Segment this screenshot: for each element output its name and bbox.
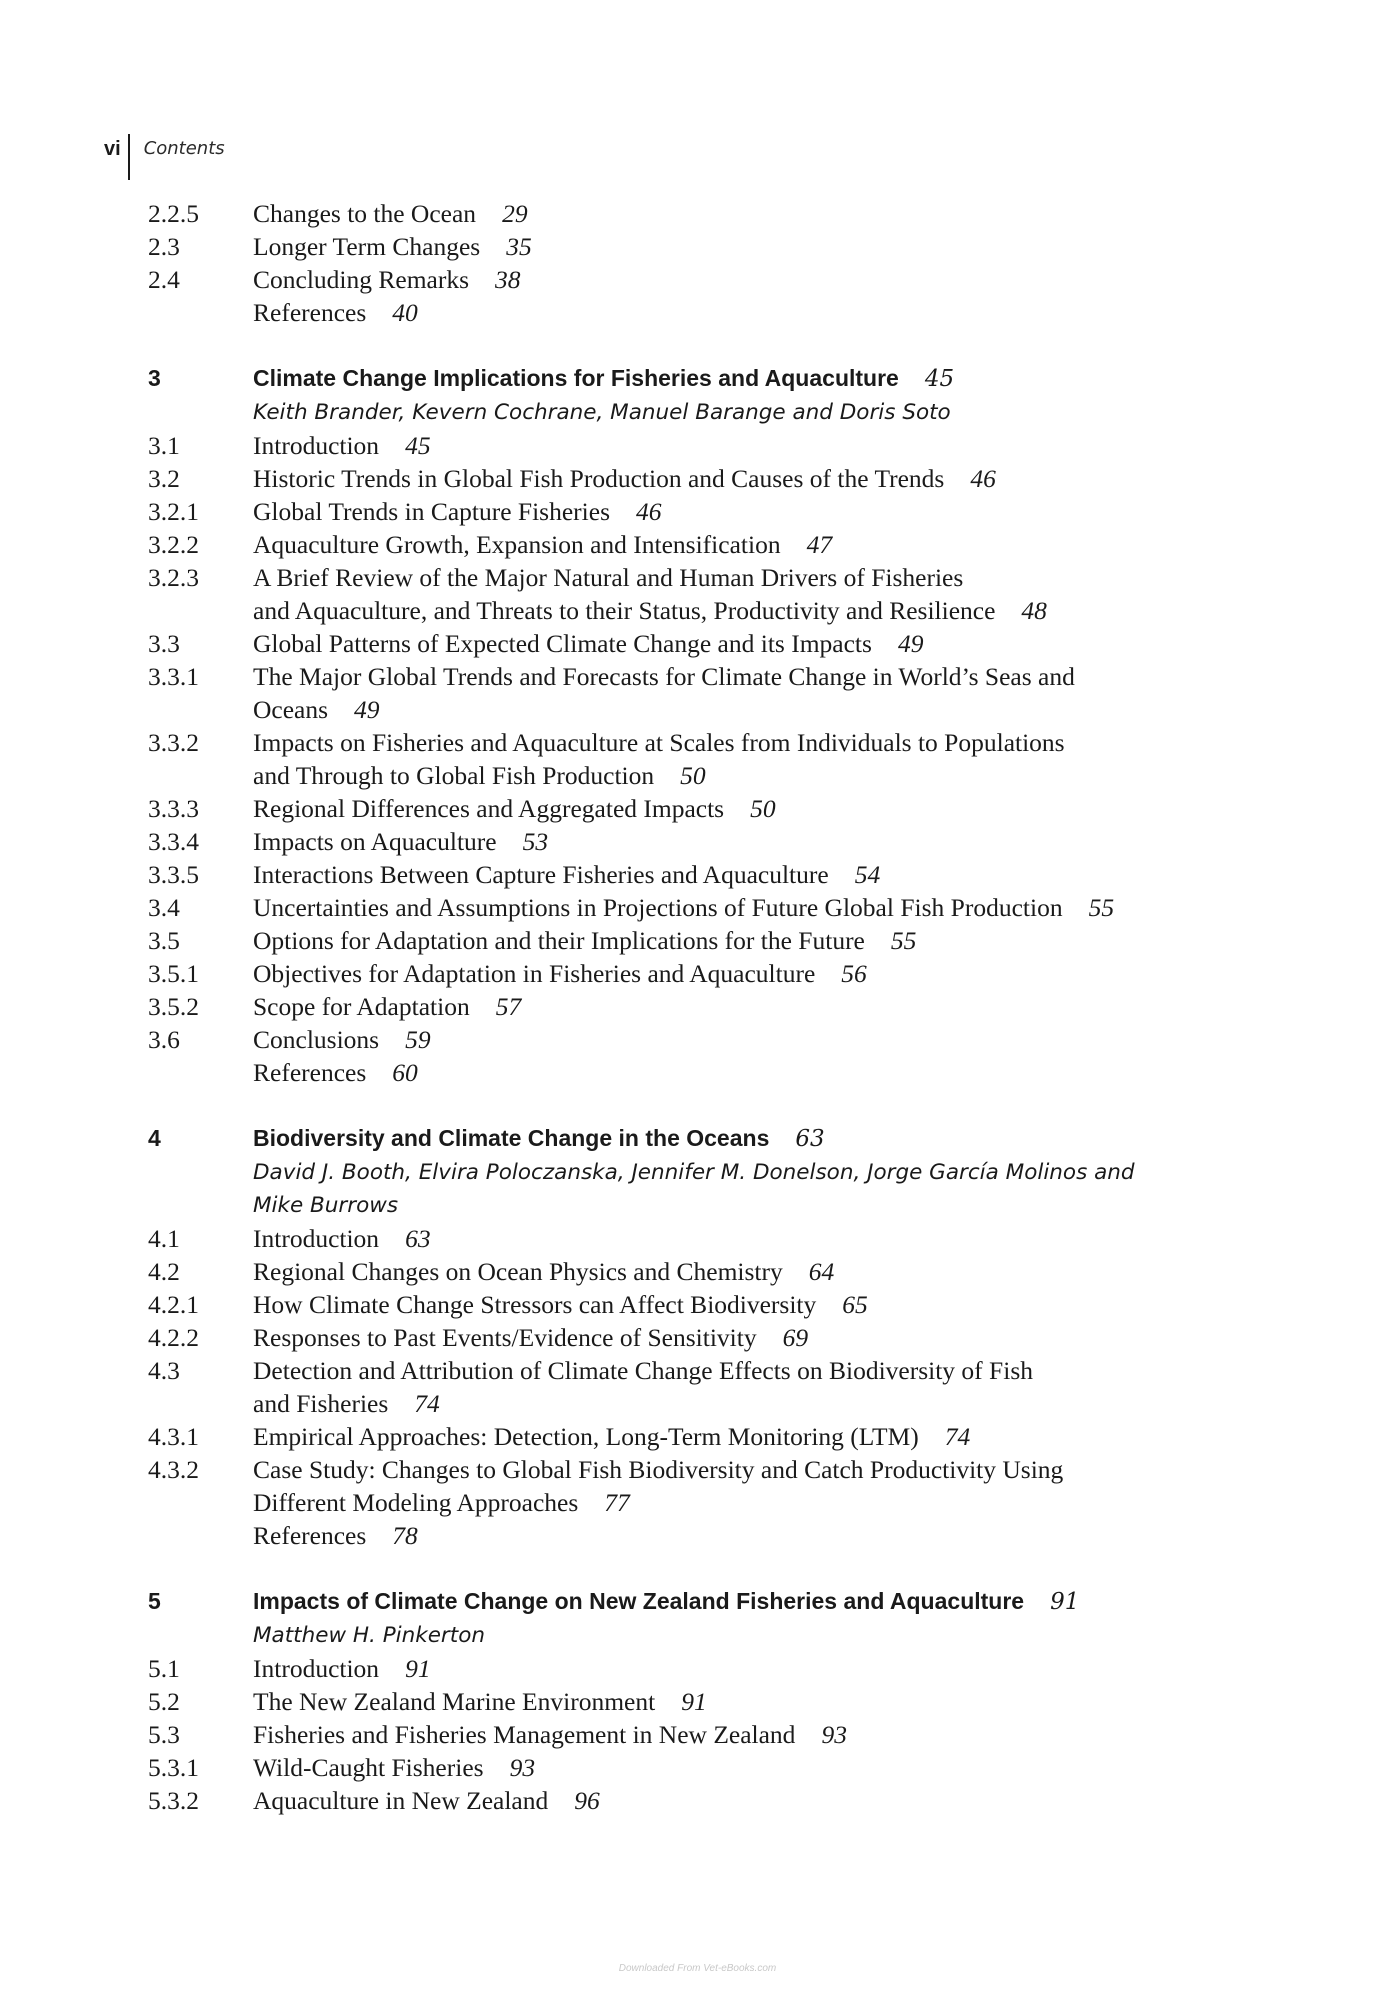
toc-entry-row xyxy=(148,660,1308,726)
entry-title-block xyxy=(253,1784,1308,1817)
entry-title-block xyxy=(253,230,1308,263)
entry-page-number: 74 xyxy=(944,1422,971,1451)
entry-page-number: 29 xyxy=(502,199,528,228)
toc-entry-row xyxy=(148,1023,1308,1056)
entry-page-number: 91 xyxy=(1050,1589,1080,1615)
entry-number: 3.3.2 xyxy=(148,728,199,757)
entry-page-number: 46 xyxy=(970,464,996,493)
entry-title-block xyxy=(253,1023,1308,1056)
entry-page-number: 93 xyxy=(509,1753,536,1782)
entry-number xyxy=(148,396,253,429)
entry-number: 5.3 xyxy=(148,1720,180,1749)
entry-number: 4.3.1 xyxy=(148,1422,199,1451)
entry-title-block xyxy=(253,1751,1308,1784)
entry-title-continued: and Aquaculture, and Threats to their Status, Productivity and Resilience xyxy=(253,596,996,625)
entry-number: 3.2.2 xyxy=(148,530,199,559)
toc-entry-row xyxy=(148,1321,1308,1354)
page-header xyxy=(104,134,225,180)
entry-title: Scope for Adaptation xyxy=(253,992,470,1021)
entry-title: A Brief Review of the Major Natural and Human Drivers of Fisheries xyxy=(253,563,964,592)
entry-number: 3 xyxy=(148,365,161,391)
toc-entry-row xyxy=(148,1718,1308,1751)
entry-title: Historic Trends in Global Fish Production and Causes of the Trends xyxy=(253,464,945,493)
entry-number xyxy=(148,296,253,329)
entry-title: Fisheries and Fisheries Management in New Zealand xyxy=(253,1720,796,1749)
entry-title: References xyxy=(253,1521,367,1550)
entry-number: 5.3.1 xyxy=(148,1753,199,1782)
entry-number: 3.3.5 xyxy=(148,860,199,889)
toc-entry-row xyxy=(148,296,1308,329)
toc-entry-row xyxy=(148,1420,1308,1453)
toc-entry-row xyxy=(148,1288,1308,1321)
entry-title: Longer Term Changes xyxy=(253,232,481,261)
entry-title-continued: Oceans xyxy=(253,695,329,724)
entry-title: Impacts on Aquaculture xyxy=(253,827,497,856)
entry-title: David J. Booth, Elvira Poloczanska, Jennifer M. Donelson, Jorge García Molinos and xyxy=(253,1160,1135,1185)
entry-title-block xyxy=(253,792,1308,825)
entry-title: Keith Brander, Kevern Cochrane, Manuel Barange and Doris Soto xyxy=(253,400,951,425)
entry-title: Climate Change Implications for Fisheries and Aquaculture xyxy=(253,365,899,391)
entry-title: Wild-Caught Fisheries xyxy=(253,1753,484,1782)
entry-authors xyxy=(253,396,1308,429)
toc-chapter-row xyxy=(148,1122,1308,1156)
entry-title: References xyxy=(253,1058,367,1087)
entry-page-number: 49 xyxy=(354,695,380,724)
toc-entry-row xyxy=(148,825,1308,858)
entry-number: 4.1 xyxy=(148,1224,180,1253)
toc-entry-row xyxy=(148,1354,1308,1420)
entry-title: Biodiversity and Climate Change in the Oceans xyxy=(253,1125,770,1151)
entry-title: Introduction xyxy=(253,1224,380,1253)
toc-entry-row xyxy=(148,1255,1308,1288)
entry-authors xyxy=(253,1156,1308,1222)
entry-title-block xyxy=(253,429,1308,462)
entry-title-block xyxy=(253,528,1308,561)
entry-title-block xyxy=(253,957,1308,990)
entry-title-block xyxy=(253,1056,1308,1089)
entry-number: 5.1 xyxy=(148,1654,180,1683)
entry-title: Case Study: Changes to Global Fish Biodiversity and Catch Productivity Using xyxy=(253,1455,1064,1484)
toc-entry-row xyxy=(148,1751,1308,1784)
entry-title: Empirical Approaches: Detection, Long-Term Monitoring (LTM) xyxy=(253,1422,919,1451)
entry-page-number: 45 xyxy=(405,431,431,460)
entry-title-block xyxy=(253,1222,1308,1255)
entry-title: Conclusions xyxy=(253,1025,380,1054)
entry-title-block xyxy=(253,660,1308,726)
entry-number: 5.2 xyxy=(148,1687,180,1716)
entry-title-block xyxy=(253,197,1308,230)
entry-title: The New Zealand Marine Environment xyxy=(253,1687,656,1716)
entry-number: 3.1 xyxy=(148,431,180,460)
entry-number: 2.4 xyxy=(148,265,180,294)
toc-entry-row xyxy=(148,561,1308,627)
entry-title: Global Trends in Capture Fisheries xyxy=(253,497,610,526)
toc-entry-row xyxy=(148,1519,1308,1552)
entry-title-block xyxy=(253,362,1308,396)
entry-title-block xyxy=(253,858,1308,891)
entry-title: Introduction xyxy=(253,1654,380,1683)
toc-chapter-row xyxy=(148,362,1308,396)
entry-page-number: 38 xyxy=(495,265,521,294)
entry-title-block xyxy=(253,296,1308,329)
entry-title-block xyxy=(253,1420,1308,1453)
entry-page-number: 69 xyxy=(782,1323,809,1352)
entry-page-number: 45 xyxy=(924,366,955,392)
toc-entry-row xyxy=(148,792,1308,825)
entry-page-number: 63 xyxy=(795,1126,825,1152)
entry-number: 4 xyxy=(148,1125,161,1151)
entry-number: 3.4 xyxy=(148,893,180,922)
toc-entry-row xyxy=(148,263,1308,296)
entry-page-number: 91 xyxy=(681,1687,707,1716)
entry-title: Regional Changes on Ocean Physics and Chemistry xyxy=(253,1257,783,1286)
entry-title: Detection and Attribution of Climate Change Effects on Biodiversity of Fish xyxy=(253,1356,1033,1385)
running-head: Contents xyxy=(143,138,225,159)
entry-number: 3.3.3 xyxy=(148,794,199,823)
entry-title-block xyxy=(253,1321,1308,1354)
toc-chapter-row xyxy=(148,1585,1308,1619)
toc-entry-row xyxy=(148,230,1308,263)
entry-number xyxy=(148,1619,253,1652)
entry-number: 3.5.1 xyxy=(148,959,199,988)
entry-number: 4.2.1 xyxy=(148,1290,199,1319)
entry-title-block xyxy=(253,495,1308,528)
toc-entry-row xyxy=(148,891,1308,924)
toc-entry-row xyxy=(148,957,1308,990)
entry-number: 3.6 xyxy=(148,1025,180,1054)
toc-entry-row xyxy=(148,1222,1308,1255)
entry-title-continued: and Fisheries xyxy=(253,1389,389,1418)
entry-title: Aquaculture Growth, Expansion and Intensification xyxy=(253,530,781,559)
entry-number: 3.2 xyxy=(148,464,180,493)
entry-number: 3.3.1 xyxy=(148,662,199,691)
entry-page-number: 93 xyxy=(821,1720,847,1749)
entry-title-block xyxy=(253,462,1308,495)
toc-entry-row xyxy=(148,726,1308,792)
entry-title: Options for Adaptation and their Implications for the Future xyxy=(253,926,865,955)
entry-title: Regional Differences and Aggregated Impacts xyxy=(253,794,725,823)
entry-title-block xyxy=(253,1519,1308,1552)
entry-number: 3.2.3 xyxy=(148,563,199,592)
entry-title: Responses to Past Events/Evidence of Sensitivity xyxy=(253,1323,757,1352)
entry-page-number: 74 xyxy=(414,1389,440,1418)
entry-title-block xyxy=(253,1685,1308,1718)
entry-page-number: 64 xyxy=(808,1257,835,1286)
toc-entry-row xyxy=(148,462,1308,495)
entry-page-number: 60 xyxy=(392,1058,418,1087)
toc-entry-row xyxy=(148,495,1308,528)
toc-entry-row xyxy=(148,858,1308,891)
entry-number: 4.2 xyxy=(148,1257,180,1286)
entry-number: 2.3 xyxy=(148,232,180,261)
entry-page-number: 50 xyxy=(680,761,706,790)
entry-title: Objectives for Adaptation in Fisheries and Aquaculture xyxy=(253,959,816,988)
entry-title: Introduction xyxy=(253,431,380,460)
entry-title: Interactions Between Capture Fisheries and Aquaculture xyxy=(253,860,829,889)
entry-page-number: 56 xyxy=(841,959,867,988)
entry-number: 3.3.4 xyxy=(148,827,199,856)
watermark-footer: Downloaded From Vet-eBooks.com xyxy=(618,1963,777,1974)
entry-title-block xyxy=(253,561,1308,627)
toc-entry-row xyxy=(148,990,1308,1023)
entry-title-block xyxy=(253,1354,1308,1420)
entry-title: Uncertainties and Assumptions in Projections of Future Global Fish Production xyxy=(253,893,1063,922)
entry-page-number: 47 xyxy=(806,530,833,559)
toc-authors-row xyxy=(148,1619,1308,1652)
entry-page-number: 48 xyxy=(1021,596,1047,625)
toc-authors-row xyxy=(148,1156,1308,1222)
table-of-contents xyxy=(148,197,1308,1817)
entry-page-number: 78 xyxy=(392,1521,418,1550)
toc-entry-row xyxy=(148,1453,1308,1519)
entry-number: 4.3.2 xyxy=(148,1455,199,1484)
toc-entry-row xyxy=(148,429,1308,462)
toc-entry-row xyxy=(148,627,1308,660)
toc-entry-row xyxy=(148,528,1308,561)
entry-number: 3.5.2 xyxy=(148,992,199,1021)
entry-page-number: 50 xyxy=(750,794,776,823)
toc-entry-row xyxy=(148,924,1308,957)
entry-title: Aquaculture in New Zealand xyxy=(253,1786,549,1815)
entry-page-number: 91 xyxy=(405,1654,431,1683)
entry-number: 5 xyxy=(148,1588,161,1614)
entry-title-block xyxy=(253,1652,1308,1685)
entry-number xyxy=(148,1519,253,1552)
entry-page-number: 55 xyxy=(1088,893,1115,922)
entry-authors xyxy=(253,1619,1308,1652)
entry-number: 3.5 xyxy=(148,926,180,955)
toc-entry-row xyxy=(148,197,1308,230)
entry-number xyxy=(148,1056,253,1089)
entry-title-block xyxy=(253,627,1308,660)
entry-number: 3.3 xyxy=(148,629,180,658)
entry-title-block xyxy=(253,1585,1308,1619)
entry-title-block xyxy=(253,1453,1308,1519)
entry-title-block xyxy=(253,1255,1308,1288)
entry-title: Changes to the Ocean xyxy=(253,199,477,228)
entry-number: 2.2.5 xyxy=(148,199,199,228)
entry-title: Matthew H. Pinkerton xyxy=(253,1623,485,1648)
entry-title: Concluding Remarks xyxy=(253,265,470,294)
entry-title-block xyxy=(253,924,1308,957)
entry-page-number: 77 xyxy=(604,1488,630,1517)
entry-title-block xyxy=(253,990,1308,1023)
entry-title-continued: Different Modeling Approaches xyxy=(253,1488,579,1517)
entry-page-number: 57 xyxy=(495,992,522,1021)
entry-title-block xyxy=(253,891,1308,924)
toc-entry-row xyxy=(148,1685,1308,1718)
entry-page-number: 40 xyxy=(392,298,418,327)
entry-title-block xyxy=(253,1718,1308,1751)
entry-page-number: 46 xyxy=(636,497,662,526)
entry-number: 3.2.1 xyxy=(148,497,199,526)
entry-title: Impacts of Climate Change on New Zealand Fisheries and Aquaculture xyxy=(253,1588,1025,1614)
entry-title-continued: Mike Burrows xyxy=(253,1193,399,1218)
page-folio: vi xyxy=(104,138,121,160)
toc-authors-row xyxy=(148,396,1308,429)
entry-page-number: 35 xyxy=(506,232,532,261)
entry-title: Impacts on Fisheries and Aquaculture at Scales from Individuals to Populations xyxy=(253,728,1065,757)
entry-page-number: 59 xyxy=(405,1025,431,1054)
entry-page-number: 63 xyxy=(405,1224,431,1253)
entry-page-number: 55 xyxy=(890,926,917,955)
entry-title-block xyxy=(253,726,1308,792)
entry-number: 5.3.2 xyxy=(148,1786,199,1815)
entry-page-number: 65 xyxy=(842,1290,868,1319)
entry-title: How Climate Change Stressors can Affect Biodiversity xyxy=(253,1290,817,1319)
entry-page-number: 49 xyxy=(897,629,924,658)
entry-title: The Major Global Trends and Forecasts for Climate Change in World’s Seas and xyxy=(253,662,1075,691)
entry-number: 4.3 xyxy=(148,1356,180,1385)
entry-number: 4.2.2 xyxy=(148,1323,199,1352)
toc-entry-row xyxy=(148,1784,1308,1817)
toc-entry-row xyxy=(148,1652,1308,1685)
entry-title-block xyxy=(253,263,1308,296)
entry-title-block xyxy=(253,825,1308,858)
entry-title: Global Patterns of Expected Climate Change and its Impacts xyxy=(253,629,872,658)
entry-page-number: 96 xyxy=(574,1786,600,1815)
entry-page-number: 54 xyxy=(854,860,881,889)
entry-title-block xyxy=(253,1288,1308,1321)
entry-title-block xyxy=(253,1122,1308,1156)
entry-number xyxy=(148,1156,253,1222)
entry-title: References xyxy=(253,298,367,327)
entry-title-continued: and Through to Global Fish Production xyxy=(253,761,655,790)
entry-page-number: 53 xyxy=(522,827,549,856)
toc-entry-row xyxy=(148,1056,1308,1089)
